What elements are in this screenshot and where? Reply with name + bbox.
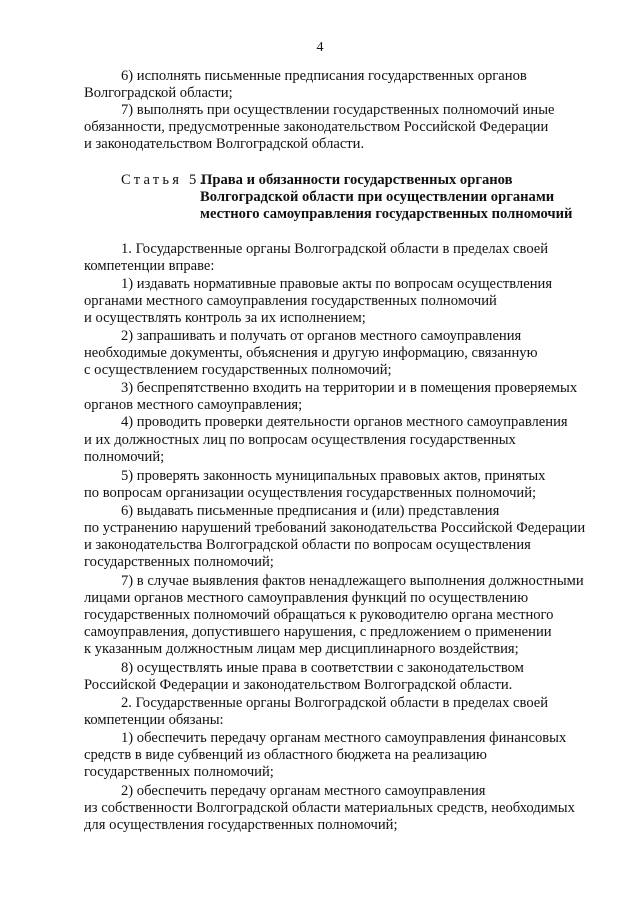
body-line: 2. Государственные органы Волгоградской области в пределах своей bbox=[121, 695, 549, 711]
paragraph-line: 6) исполнять письменные предписания государственных органов bbox=[121, 68, 527, 84]
body-line: с осуществлением государственных полномочий; bbox=[84, 362, 392, 378]
article-title-line: Волгоградской области при осуществлении органами bbox=[200, 189, 555, 205]
article-title-line: Права и обязанности государственных органов bbox=[201, 172, 513, 188]
body-line: государственных полномочий обращаться к руководителю органа местного bbox=[84, 607, 554, 623]
article-title-line: местного самоуправления государственных полномочий bbox=[200, 206, 573, 222]
body-line: 2) запрашивать и получать от органов местного самоуправления bbox=[121, 328, 522, 344]
body-line: из собственности Волгоградской области материальных средств, необходимых bbox=[84, 800, 575, 816]
paragraph-line: обязанности, предусмотренные законодательством Российской Федерации bbox=[84, 119, 549, 135]
body-line: необходимые документы, объяснения и другую информацию, связанную bbox=[84, 345, 538, 361]
body-line: 1) обеспечить передачу органам местного самоуправления финансовых bbox=[121, 730, 567, 746]
page-number: 4 bbox=[316, 40, 324, 55]
body-line: для осуществления государственных полномочий; bbox=[84, 817, 398, 833]
body-line: самоуправления, допустившего нарушения, с предложением о применении bbox=[84, 624, 552, 640]
body-line: 5) проверять законность муниципальных правовых актов, принятых bbox=[121, 468, 546, 484]
paragraph-line: Волгоградской области; bbox=[84, 85, 233, 101]
body-line: 1) издавать нормативные правовые акты по вопросам осуществления bbox=[121, 276, 553, 292]
paragraph-line: 7) выполнять при осуществлении государственных полномочий иные bbox=[121, 102, 555, 118]
body-line: органов местного самоуправления; bbox=[84, 397, 303, 413]
body-line: органами местного самоуправления государственных полномочий bbox=[84, 293, 497, 309]
body-line: 2) обеспечить передачу органам местного самоуправления bbox=[121, 783, 486, 799]
body-line: полномочий; bbox=[84, 449, 165, 465]
body-line: по устранению нарушений требований законодательства Российской Федерации bbox=[84, 520, 586, 536]
body-line: компетенции обязаны: bbox=[84, 712, 224, 728]
body-line: средств в виде субвенций из областного бюджета на реализацию bbox=[84, 747, 487, 763]
body-line: по вопросам организации осуществления государственных полномочий; bbox=[84, 485, 537, 501]
paragraph-line: и законодательством Волгоградской области. bbox=[84, 136, 365, 152]
body-line: государственных полномочий; bbox=[84, 764, 274, 780]
article-label: Статья 5. bbox=[121, 172, 207, 188]
body-line: к указанным должностным лицам мер дисциплинарного воздействия; bbox=[84, 641, 519, 657]
body-line: государственных полномочий; bbox=[84, 554, 274, 570]
body-line: 8) осуществлять иные права в соответствии с законодательством bbox=[121, 660, 524, 676]
body-line: лицами органов местного самоуправления функций по осуществлению bbox=[84, 590, 529, 606]
body-line: 3) беспрепятственно входить на территории и в помещения проверяемых bbox=[121, 380, 578, 396]
body-line: 6) выдавать письменные предписания и (или) представления bbox=[121, 503, 500, 519]
body-line: 1. Государственные органы Волгоградской области в пределах своей bbox=[121, 241, 549, 257]
body-line: и их должностных лиц по вопросам осуществления государственных bbox=[84, 432, 516, 448]
body-line: компетенции вправе: bbox=[84, 258, 215, 274]
body-line: и осуществлять контроль за их исполнением; bbox=[84, 310, 366, 326]
body-line: и законодательства Волгоградской области по вопросам осуществления bbox=[84, 537, 531, 553]
body-line: 7) в случае выявления фактов ненадлежащего выполнения должностными bbox=[121, 573, 584, 589]
body-line: Российской Федерации и законодательством Волгоградской области. bbox=[84, 677, 513, 693]
body-line: 4) проводить проверки деятельности органов местного самоуправления bbox=[121, 414, 568, 430]
